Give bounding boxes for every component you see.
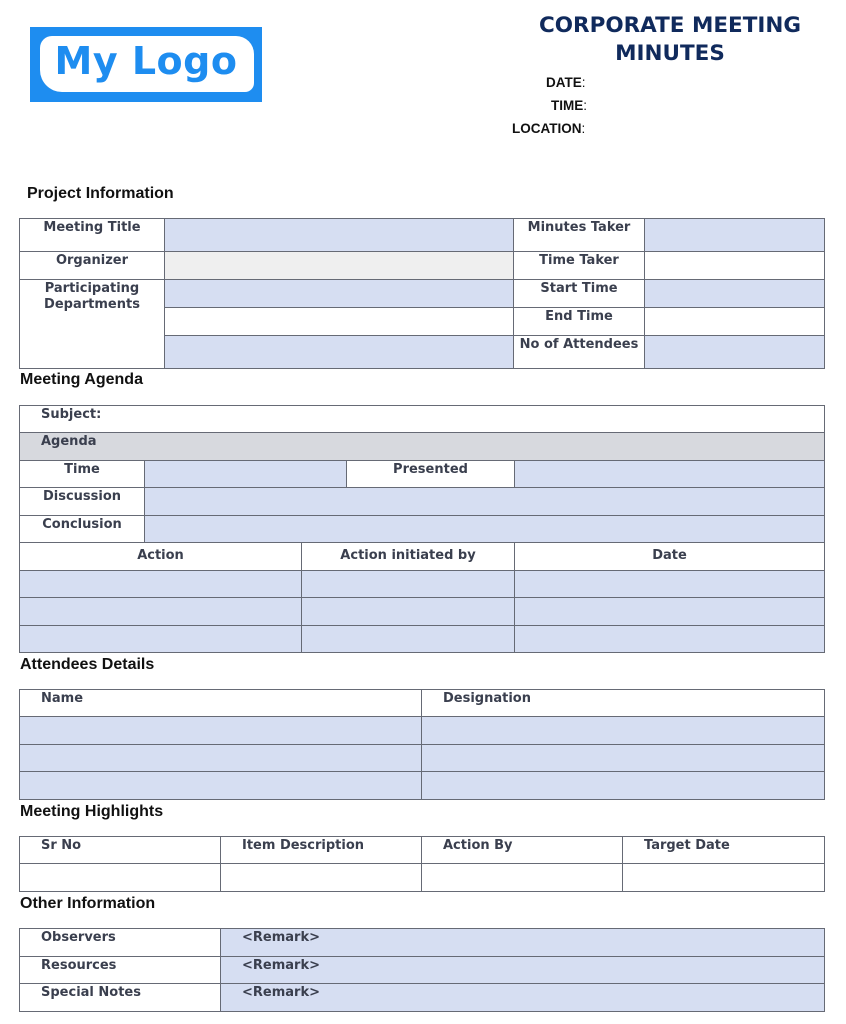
no-of-attendees-label: No of Attendees [514,336,645,369]
time-colon: : [583,98,588,113]
conclusion-field[interactable] [145,516,825,543]
project-information-table [19,218,825,369]
minutes-taker-label: Minutes Taker [514,219,645,252]
target-date-cell[interactable] [623,864,825,892]
end-time-label: End Time [514,308,645,336]
end-time-field[interactable] [645,308,825,336]
attendees-details-heading: Attendees Details [20,656,155,673]
document-title: CORPORATE MEETING MINUTES [538,13,802,66]
action-initiated-by-cell[interactable] [302,571,515,598]
target-date-column-header: Target Date [623,837,825,864]
action-initiated-by-column-header: Action initiated by [302,543,515,571]
meeting-agenda-table [19,405,825,653]
date-column-header: Date [515,543,825,571]
meeting-title-label: Meeting Title [20,219,165,252]
participating-departments-field-3[interactable] [165,336,514,369]
observers-remark-field[interactable]: <Remark> [221,929,825,957]
attendees-table [19,689,825,800]
date-cell[interactable] [515,571,825,598]
action-cell[interactable] [20,598,302,626]
discussion-field[interactable] [145,488,825,516]
presented-label: Presented [347,461,515,488]
attendee-name-cell[interactable] [20,745,422,772]
other-information-heading: Other Information [20,895,156,912]
highlights-table [19,836,825,892]
date-label: DATE [546,75,582,90]
resources-label: Resources [20,957,221,984]
attendee-name-cell[interactable] [20,717,422,745]
action-cell[interactable] [20,571,302,598]
action-initiated-by-cell[interactable] [302,626,515,653]
start-time-field[interactable] [645,280,825,308]
agenda-label: Agenda [20,433,825,461]
time-taker-field[interactable] [645,252,825,280]
sr-no-column-header: Sr No [20,837,221,864]
date-colon: : [581,75,586,90]
subject-label[interactable]: Subject: [20,406,825,433]
time-row [551,98,587,113]
special-notes-label: Special Notes [20,984,221,1012]
resources-remark-field[interactable]: <Remark> [221,957,825,984]
action-by-column-header: Action By [422,837,623,864]
time-field[interactable] [145,461,347,488]
attendee-name-cell[interactable] [20,772,422,800]
observers-label: Observers [20,929,221,957]
logo-text: My Logo [54,39,238,83]
discussion-label: Discussion [20,488,145,516]
sr-no-cell[interactable] [20,864,221,892]
action-initiated-by-cell[interactable] [302,598,515,626]
date-cell[interactable] [515,626,825,653]
other-information-table [19,928,825,1012]
date-cell[interactable] [515,598,825,626]
designation-column-header: Designation [422,690,825,717]
meeting-title-field[interactable] [165,219,514,252]
location-label: LOCATION [512,121,582,136]
location-row [512,121,585,136]
item-description-column-header: Item Description [221,837,422,864]
minutes-taker-field[interactable] [645,219,825,252]
name-column-header: Name [20,690,422,717]
action-by-cell[interactable] [422,864,623,892]
time-label: TIME [551,98,584,113]
date-row [546,75,586,90]
conclusion-label: Conclusion [20,516,145,543]
participating-departments-field-2[interactable] [165,308,514,336]
participating-departments-label: Participating Departments [20,280,165,369]
special-notes-remark-field[interactable]: <Remark> [221,984,825,1012]
attendee-designation-cell[interactable] [422,717,825,745]
time-taker-label: Time Taker [514,252,645,280]
location-colon: : [581,121,586,136]
organizer-label: Organizer [20,252,165,280]
meeting-agenda-heading: Meeting Agenda [20,371,143,388]
no-of-attendees-field[interactable] [645,336,825,369]
attendee-designation-cell[interactable] [422,745,825,772]
participating-departments-field-1[interactable] [165,280,514,308]
project-information-heading: Project Information [27,185,174,202]
attendee-designation-cell[interactable] [422,772,825,800]
presented-field[interactable] [515,461,825,488]
item-description-cell[interactable] [221,864,422,892]
company-logo [30,27,262,102]
meeting-highlights-heading: Meeting Highlights [20,803,164,820]
start-time-label: Start Time [514,280,645,308]
organizer-field[interactable] [165,252,514,280]
action-cell[interactable] [20,626,302,653]
time-label: Time [20,461,145,488]
action-column-header: Action [20,543,302,571]
